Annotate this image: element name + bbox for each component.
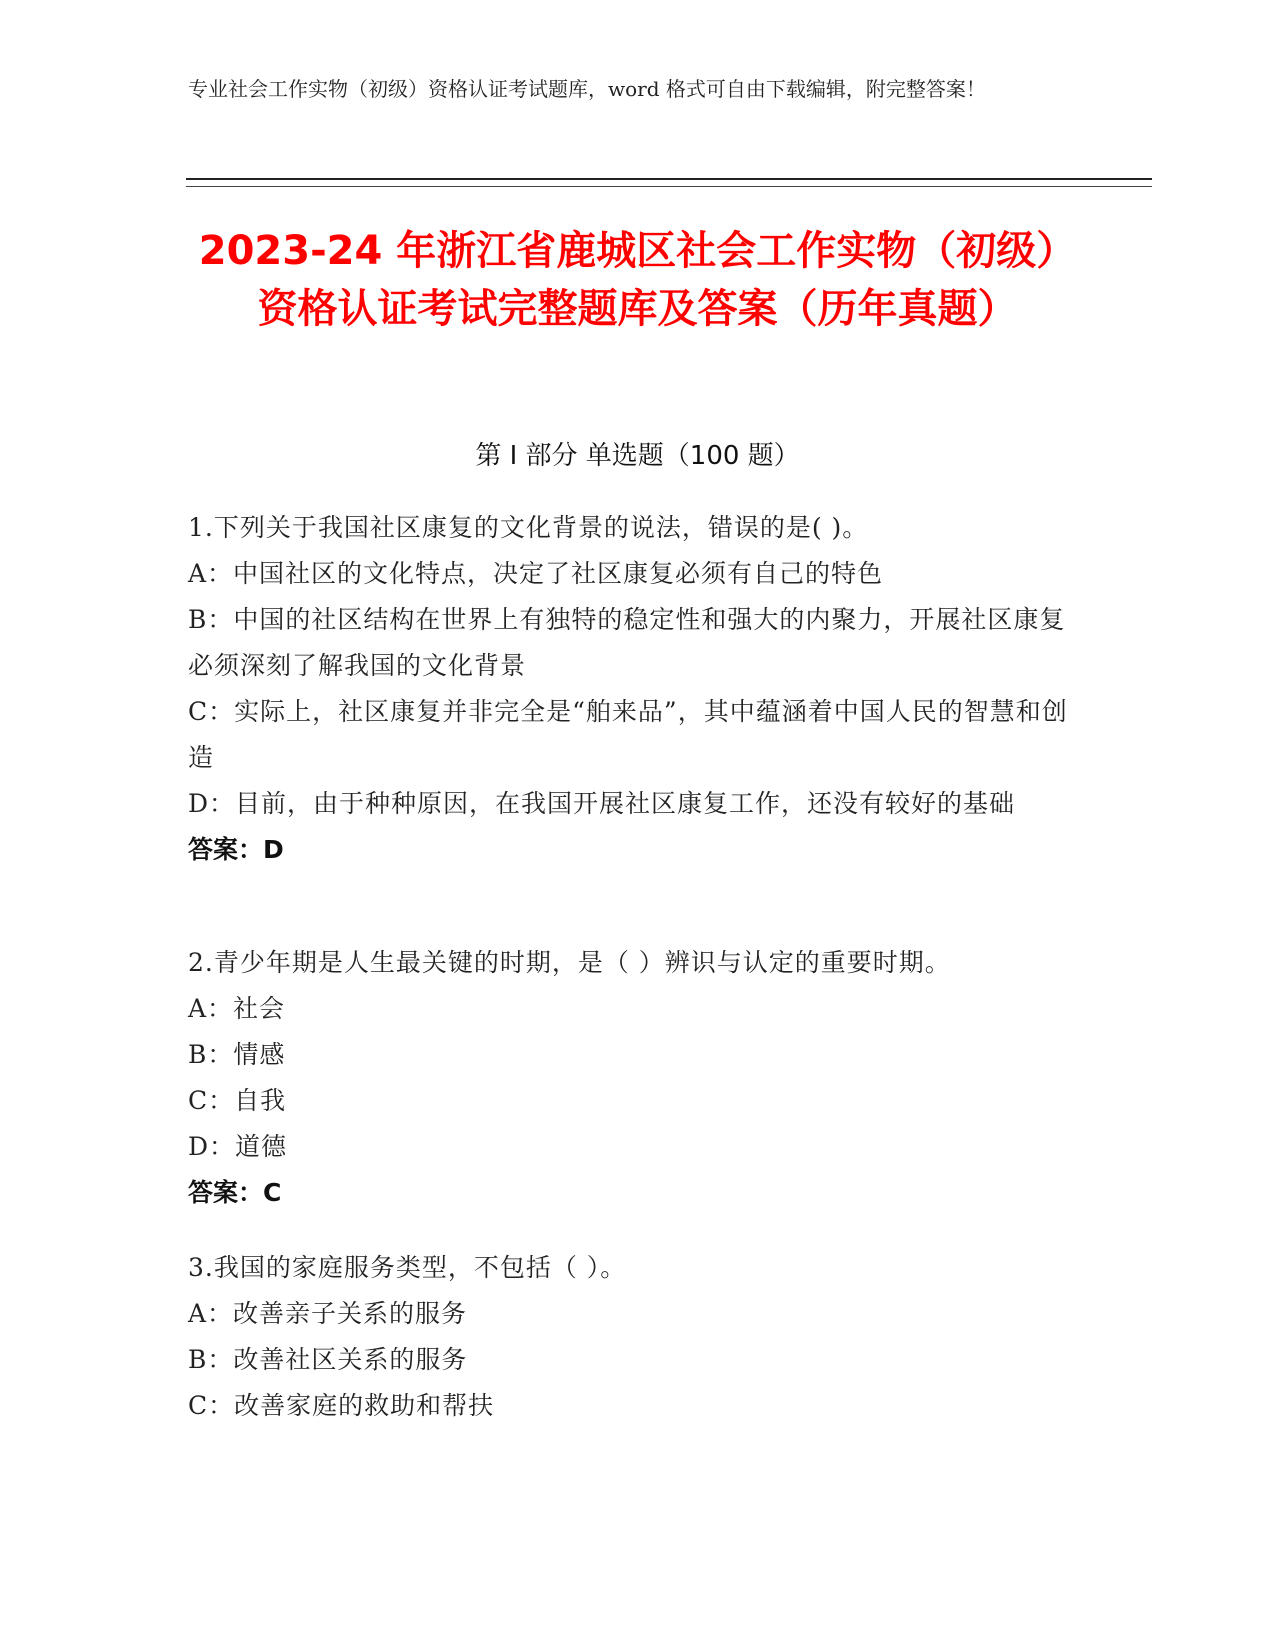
- option-c: C：自我: [188, 1086, 287, 1115]
- question-stem: 3.我国的家庭服务类型，不包括（ ）。: [188, 1253, 627, 1282]
- header-divider-thick: [186, 178, 1152, 180]
- option-b: B：情感: [188, 1040, 286, 1069]
- question-stem: 2.青少年期是人生最关键的时期，是（ ）辨识与认定的重要时期。: [188, 948, 951, 977]
- option-c: C：改善家庭的救助和帮扶: [188, 1391, 495, 1420]
- section-heading: 第 I 部分 单选题（100 题）: [475, 441, 800, 471]
- question-2: [188, 940, 1068, 1216]
- option-b: B：改善社区关系的服务: [188, 1345, 468, 1374]
- option-a: A：中国社区的文化特点，决定了社区康复必须有自己的特色: [188, 559, 884, 588]
- option-a: A：社会: [188, 994, 286, 1023]
- header-divider-thin: [186, 186, 1152, 187]
- option-d: D：目前，由于种种原因，在我国开展社区康复工作，还没有较好的基础: [188, 789, 1016, 818]
- header-note: 专业社会工作实物（初级）资格认证考试题库，word 格式可自由下载编辑，附完整答案！: [188, 77, 986, 101]
- question-3: [188, 1245, 1068, 1429]
- option-b: B：中国的社区结构在世界上有独特的稳定性和强大的内聚力，开展社区康复必须深刻了解我国的文化背景: [188, 605, 1066, 680]
- option-a: A：改善亲子关系的服务: [188, 1299, 468, 1328]
- answer-label: 答案：C: [188, 1178, 282, 1207]
- answer-label: 答案：D: [188, 835, 284, 864]
- document-title: 2023-24 年浙江省鹿城区社会工作实物（初级）资格认证考试完整题库及答案（历年真题）: [198, 228, 1077, 332]
- question-1: [188, 505, 1068, 873]
- question-stem: 1.下列关于我国社区康复的文化背景的说法，错误的是( )。: [188, 513, 869, 542]
- option-d: D：道德: [188, 1132, 288, 1161]
- option-c: C：实际上，社区康复并非完全是“舶来品”，其中蕴涵着中国人民的智慧和创造: [188, 697, 1068, 772]
